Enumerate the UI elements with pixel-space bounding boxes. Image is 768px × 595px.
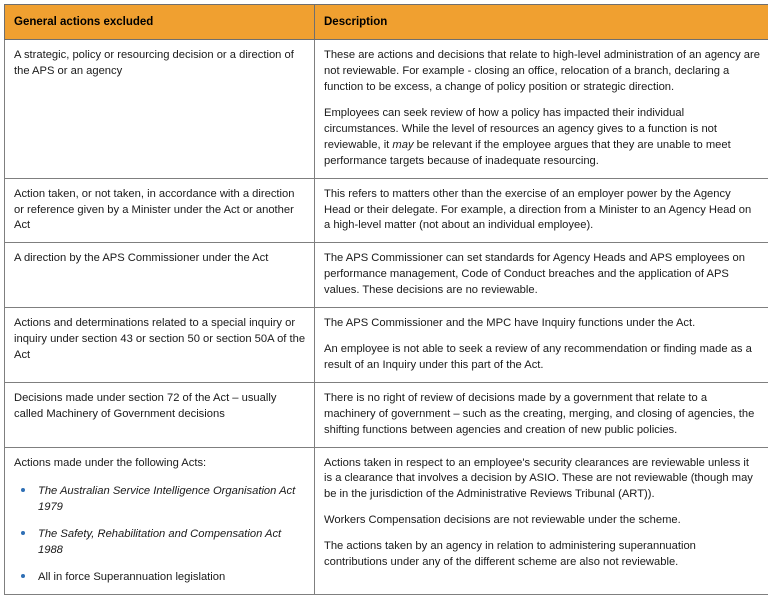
row-label-cell	[5, 40, 315, 178]
row-label-cell	[5, 178, 315, 243]
table-row	[5, 447, 768, 594]
column-header-description: Description	[315, 5, 768, 40]
rich-text-post: be relevant if the employee argues that they are unable to meet performance targets because of inadequate resourcing.	[324, 139, 731, 167]
row-label-text: Action taken, or not taken, in accordance with a direction or reference given by a Minister under the Act or another Act	[14, 187, 306, 235]
row-description-cell	[315, 178, 768, 243]
row-label-cell	[5, 308, 315, 383]
excluded-actions-table	[4, 4, 768, 595]
row-description-cell	[315, 382, 768, 447]
list-item	[36, 567, 306, 586]
description-paragraph: This refers to matters other than the exercise of an employer power by the Agency Head or their delegate. For example, a direction from a Minister to an Agency Head on a high-level matter (not about an individual employee).	[324, 187, 760, 235]
description-paragraph: The APS Commissioner and the MPC have Inquiry functions under the Act.	[324, 316, 760, 332]
row-label-cell	[5, 382, 315, 447]
table-row	[5, 308, 768, 383]
list-item	[36, 524, 306, 559]
description-paragraph: Workers Compensation decisions are not reviewable under the scheme.	[324, 513, 760, 529]
list-item	[36, 481, 306, 516]
list-item-italic: The Safety, Rehabilitation and Compensation Act 1988	[38, 528, 281, 556]
row-label-cell	[5, 243, 315, 308]
excluded-actions-table-wrapper	[0, 4, 768, 595]
rich-text-pre: Employees can seek review of how a policy has impacted their individual circumstances. While the level of resources an agency gives to a function is not reviewable, it	[324, 107, 717, 151]
list-item-italic: The Australian Service Intelligence Organisation Act 1979	[38, 485, 295, 513]
rich-text-italic: may	[392, 139, 413, 151]
table-header-row	[5, 5, 768, 40]
description-paragraph: These are actions and decisions that relate to high-level administration of an agency are not reviewable. For example - closing an office, relocation of a branch, declaring a function to be excess, a change of policy position or strategic direction.	[324, 48, 760, 96]
table-header	[5, 5, 768, 40]
description-paragraph: There is no right of review of decisions made by a government that relate to a machinery of government – such as the creating, merging, and closing of agencies, the shifting functions between agencies and creation of new public policies.	[324, 391, 760, 439]
acts-list	[14, 481, 306, 586]
description-paragraph-rich	[324, 106, 760, 170]
description-paragraph: The APS Commissioner can set standards for Agency Heads and APS employees on performance management, Code of Conduct breaches and the application of APS values. These decisions are no reviewable.	[324, 251, 760, 299]
row-label-text: Actions and determinations related to a special inquiry or inquiry under section 43 or section 50 or section 50A of the Act	[14, 316, 306, 364]
list-item-text: All in force Superannuation legislation	[38, 571, 225, 583]
row-label-text: A strategic, policy or resourcing decision or a direction of the APS or an agency	[14, 48, 306, 80]
description-paragraph: The actions taken by an agency in relation to administering superannuation contributions under any of the different scheme are also not reviewable.	[324, 539, 760, 571]
row-label-text: A direction by the APS Commissioner under the Act	[14, 251, 306, 267]
row-description-cell	[315, 40, 768, 178]
row-label-cell	[5, 447, 315, 594]
table-row	[5, 382, 768, 447]
description-paragraph: Actions taken in respect to an employee's security clearances are reviewable unless it is a clearance that involves a decision by ASIO. These are not reviewable (though may be in the jurisdiction of the Administrative Reviews Tribunal (ART)).	[324, 456, 760, 504]
description-paragraph: An employee is not able to seek a review of any recommendation or finding made as a result of an Inquiry under this part of the Act.	[324, 342, 760, 374]
table-body	[5, 40, 768, 595]
table-row	[5, 40, 768, 178]
row-description-cell	[315, 308, 768, 383]
row-description-cell	[315, 447, 768, 594]
row-label-text: Decisions made under section 72 of the Act – usually called Machinery of Government decisions	[14, 391, 306, 423]
row-description-cell	[315, 243, 768, 308]
row-label-intro: Actions made under the following Acts:	[14, 456, 306, 472]
column-header-general-actions-excluded: General actions excluded	[5, 5, 315, 40]
table-row	[5, 178, 768, 243]
table-row	[5, 243, 768, 308]
